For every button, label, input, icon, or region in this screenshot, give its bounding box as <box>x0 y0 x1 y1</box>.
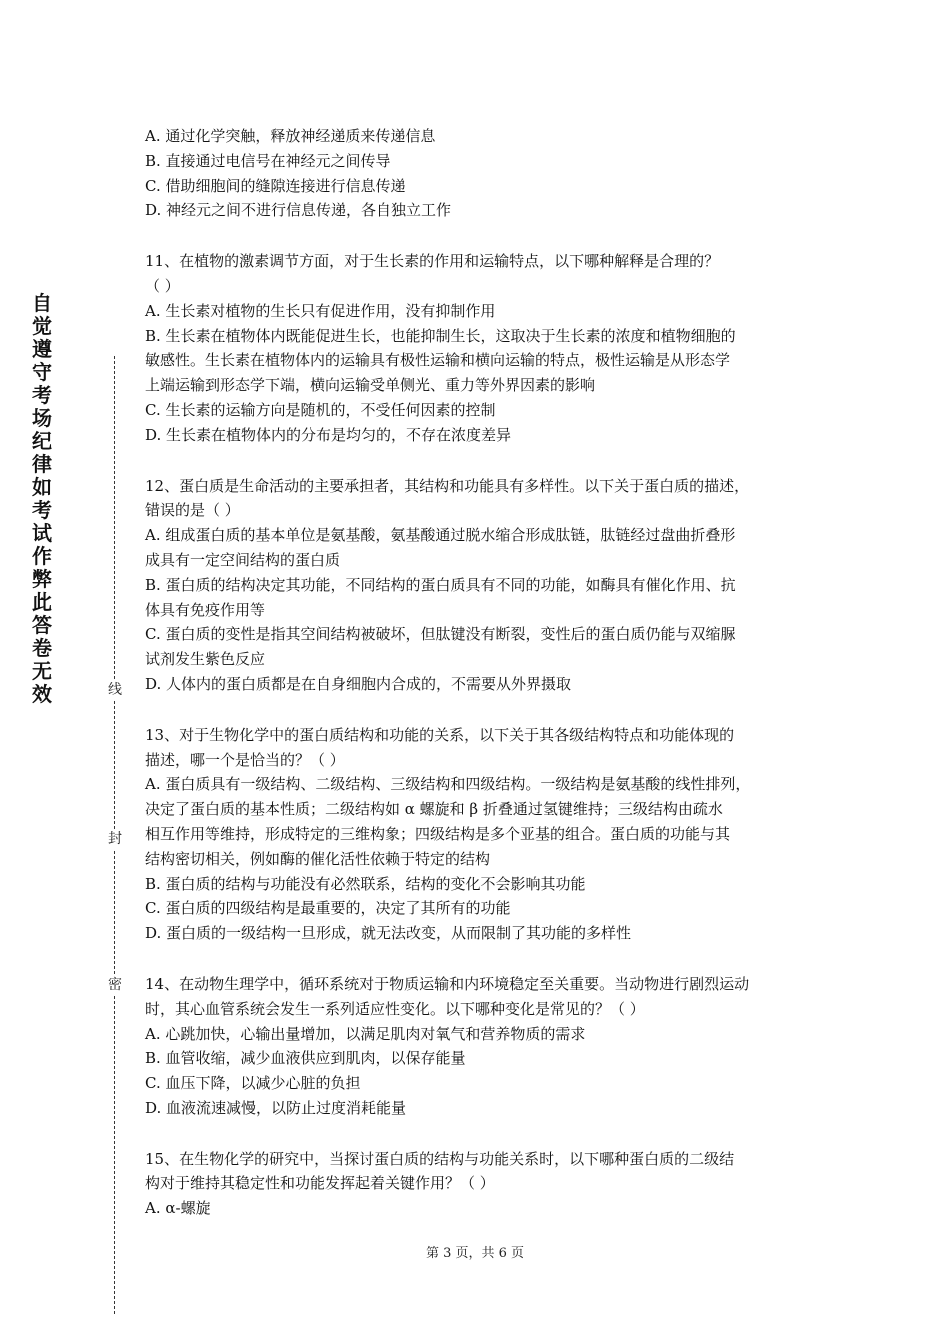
question-14 <box>145 972 807 1121</box>
option-line: D. 蛋白质的一级结构一旦形成，就无法改变，从而限制了其功能的多样性 <box>145 924 632 943</box>
option-line: D. 生长素在植物体内的分布是均匀的，不存在浓度差异 <box>145 425 512 444</box>
question-line: 13、对于生物化学中的蛋白质结构和功能的关系，以下关于其各级结构特点和功能体现的 <box>145 725 735 744</box>
option-line: A. 心跳加快，心输出量增加，以满足肌肉对氧气和营养物质的需求 <box>145 1024 586 1043</box>
question-line: 错误的是（ ） <box>145 501 240 520</box>
question-15 <box>145 1147 807 1221</box>
option-line: B. 蛋白质的结构决定其功能，不同结构的蛋白质具有不同的功能，如酶具有催化作用、抗 <box>145 575 736 594</box>
option-line: 成具有一定空间结构的蛋白质 <box>145 550 341 569</box>
question-line: 14、在动物生理学中，循环系统对于物质运输和内环境稳定至关重要。当动物进行剧烈运动 <box>145 974 750 993</box>
option-line: 体具有免疫作用等 <box>145 600 266 619</box>
option-line: 上端运输到形态学下端，横向运输受单侧光、重力等外界因素的影响 <box>145 376 596 395</box>
option-line: A. 生长素对植物的生长只有促进作用，没有抑制作用 <box>145 301 496 320</box>
option-line: 结构密切相关，例如酶的催化活性依赖于特定的结构 <box>145 849 491 868</box>
option-line: 敏感性。生长素在植物体内的运输具有极性运输和横向运输的特点，极性运输是从形态学 <box>145 351 731 370</box>
option-line: C. 血压下降，以减少心脏的负担 <box>145 1074 361 1093</box>
exam-content <box>145 124 807 1221</box>
question-line: 15、在生物化学的研究中，当探讨蛋白质的结构与功能关系时，以下哪种蛋白质的二级结 <box>145 1149 735 1168</box>
question-line: （ ） <box>145 276 180 295</box>
option-line: C. 蛋白质的变性是指其空间结构被破坏，但肽键没有断裂，变性后的蛋白质仍能与双缩脲 <box>145 625 736 644</box>
option-line: 相互作用等维持，形成特定的三维构象；四级结构是多个亚基的组合。蛋白质的功能与其 <box>145 824 731 843</box>
option-line: B. 生长素在植物体内既能促进生长，也能抑制生长，这取决于生长素的浓度和植物细胞的 <box>145 326 736 345</box>
page-footer: 第 3 页，共 6 页 <box>425 1246 525 1261</box>
option-line: B. 直接通过电信号在神经元之间传导 <box>145 151 391 170</box>
binding-mark-feng: 封 <box>108 831 122 847</box>
option-line: A. 通过化学突触，释放神经递质来传递信息 <box>145 127 436 145</box>
option-line: B. 蛋白质的结构与功能没有必然联系，结构的变化不会影响其功能 <box>145 874 586 893</box>
option-line: D. 血液流速减慢，以防止过度消耗能量 <box>145 1098 407 1117</box>
option-line: D. 神经元之间不进行信息传递，各自独立工作 <box>145 201 452 220</box>
question-line: 12、蛋白质是生命活动的主要承担者，其结构和功能具有多样性。以下关于蛋白质的描述， <box>145 476 750 495</box>
question-line: 描述，哪一个是恰当的？（ ） <box>145 750 345 769</box>
option-line: C. 蛋白质的四级结构是最重要的，决定了其所有的功能 <box>145 899 511 918</box>
binding-mark-mi: 密 <box>108 977 122 993</box>
option-line: A. α-螺旋 <box>145 1199 211 1218</box>
option-line: C. 生长素的运输方向是随机的，不受任何因素的控制 <box>145 400 496 419</box>
question-13 <box>145 723 807 946</box>
option-line: 试剂发生紫色反应 <box>145 650 266 669</box>
prev-question-options <box>145 124 807 223</box>
option-line: A. 组成蛋白质的基本单位是氨基酸，氨基酸通过脱水缩合形成肽链，肽链经过盘曲折叠形 <box>145 526 736 545</box>
binding-notice: 自觉遵守考场纪律如考试作弊此答卷无效 <box>32 291 52 706</box>
question-11 <box>145 249 807 447</box>
option-line: D. 人体内的蛋白质都是在自身细胞内合成的，不需要从外界摄取 <box>145 674 572 693</box>
option-line: B. 血管收缩，减少血液供应到肌肉，以保存能量 <box>145 1049 466 1068</box>
question-line: 构对于维持其稳定性和功能发挥起着关键作用？（ ） <box>145 1174 495 1193</box>
option-line: C. 借助细胞间的缝隙连接进行信息传递 <box>145 176 406 195</box>
question-line: 11、在植物的激素调节方面，对于生长素的作用和运输特点，以下哪种解释是合理的？ <box>145 252 720 271</box>
question-line: 时，其心血管系统会发生一系列适应性变化。以下哪种变化是常见的？（ ） <box>145 999 645 1018</box>
question-12 <box>145 474 807 697</box>
binding-mark-xian: 线 <box>108 682 122 698</box>
option-line: 决定了蛋白质的基本性质；二级结构如 α 螺旋和 β 折叠通过氢键维持；三级结构由疏水 <box>145 800 723 819</box>
option-line: A. 蛋白质具有一级结构、二级结构、三级结构和四级结构。一级结构是氨基酸的线性排列， <box>145 775 751 794</box>
